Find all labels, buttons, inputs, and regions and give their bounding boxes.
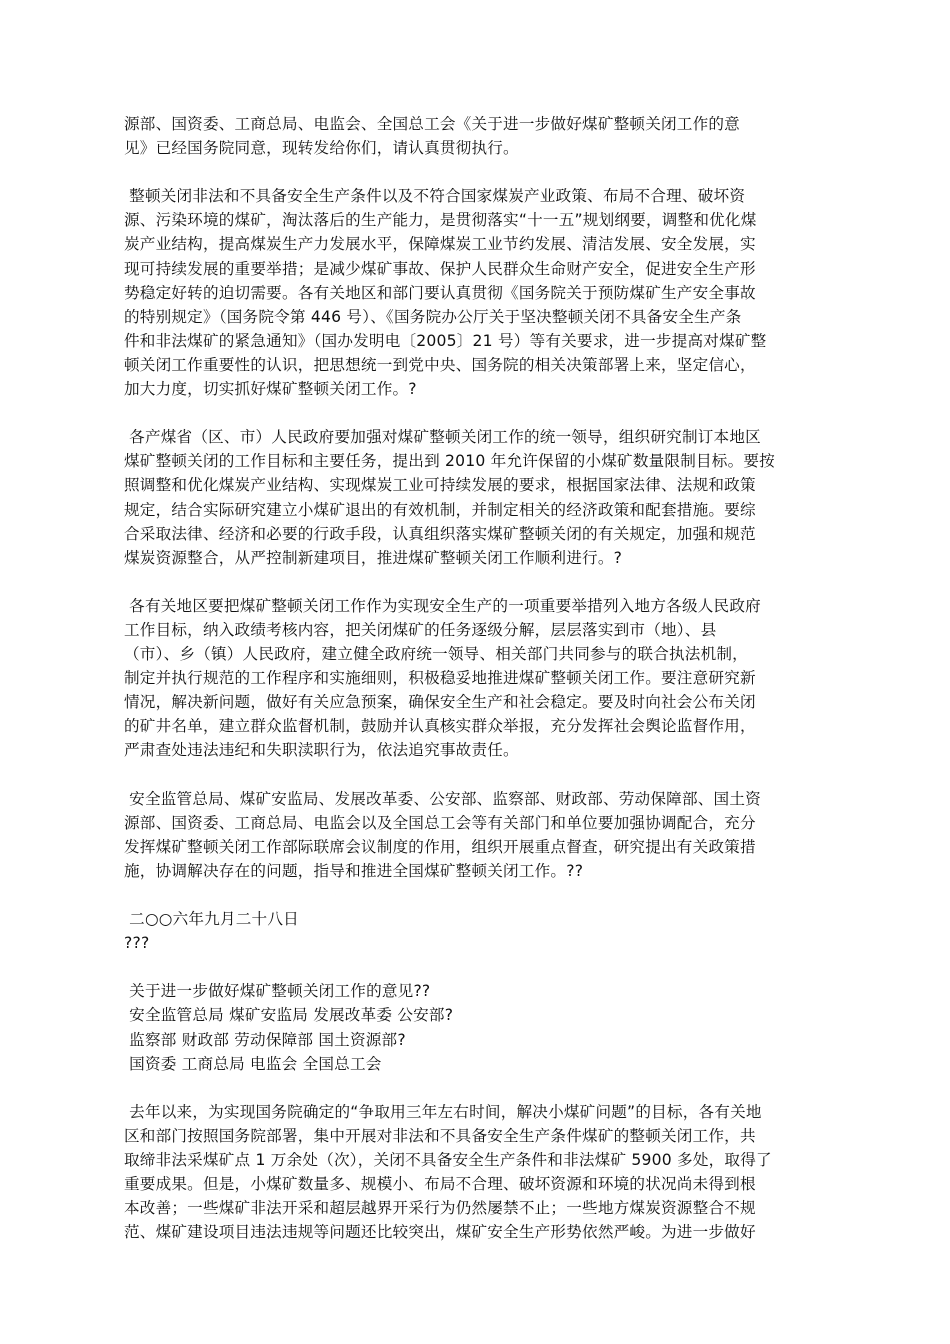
text-line: 关于进一步做好煤矿整顿关闭工作的意见?? <box>124 982 431 1001</box>
text-line: 二○○六年九月二十八日 <box>124 910 299 929</box>
text-line: 源部、国资委、工商总局、电监会以及全国总工会等有关部门和单位要加强协调配合，充分 <box>124 813 756 832</box>
paragraph <box>124 979 840 1075</box>
paragraph <box>124 594 840 763</box>
document-body <box>124 112 840 1269</box>
text-line: 制定并执行规范的工作程序和实施细则，积极稳妥地推进煤矿整顿关闭工作。要注意研究新 <box>124 669 756 688</box>
text-line: 顿关闭工作重要性的认识，把思想统一到党中央、国务院的相关决策部署上来，坚定信心， <box>124 355 756 374</box>
paragraph <box>124 1100 840 1245</box>
text-line: 整顿关闭非法和不具备安全生产条件以及不符合国家煤炭产业政策、布局不合理、破坏资 <box>124 187 746 206</box>
text-line: 区和部门按照国务院部署，集中开展对非法和不具备安全生产条件煤矿的整顿关闭工作，共 <box>124 1126 756 1145</box>
paragraph <box>124 184 840 401</box>
text-line: 情况，解决新问题，做好有关应急预案，确保安全生产和社会稳定。要及时向社会公布关闭 <box>124 693 756 712</box>
text-line: 加大力度，切实抓好煤矿整顿关闭工作。? <box>124 380 417 399</box>
text-line: 严肃查处违法违纪和失职渎职行为，依法追究事故责任。 <box>124 741 519 760</box>
text-line: 见》已经国务院同意，现转发给你们，请认真贯彻执行。 <box>124 139 519 158</box>
paragraph <box>124 425 840 570</box>
text-line: 国资委 工商总局 电监会 全国总工会 <box>124 1054 382 1073</box>
text-line: 安全监管总局 煤矿安监局 发展改革委 公安部? <box>124 1006 454 1025</box>
text-line: 发挥煤矿整顿关闭工作部际联席会议制度的作用，组织开展重点督查，研究提出有关政策措 <box>124 837 756 856</box>
text-line: 件和非法煤矿的紧急通知》（国办发明电〔2005〕21 号）等有关要求，进一步提高对煤矿整 <box>124 331 767 350</box>
text-line: 各有关地区要把煤矿整顿关闭工作作为实现安全生产的一项重要举措列入地方各级人民政府 <box>124 596 761 615</box>
text-line: 去年以来，为实现国务院确定的“争取用三年左右时间，解决小煤矿问题”的目标，各有关地 <box>124 1102 762 1121</box>
text-line: ??? <box>124 934 150 953</box>
text-line: 范、煤矿建设项目违法违规等问题还比较突出，煤矿安全生产形势依然严峻。为进一步做好 <box>124 1223 756 1242</box>
text-line: 本改善；一些煤矿非法开采和超层越界开采行为仍然屡禁不止；一些地方煤炭资源整合不规 <box>124 1199 756 1218</box>
text-line: 照调整和优化煤炭产业结构、实现煤炭工业可持续发展的要求，根据国家法律、法规和政策 <box>124 476 756 495</box>
text-line: 煤矿整顿关闭的工作目标和主要任务，提出到 2010 年允许保留的小煤矿数量限制目标。要按 <box>124 452 775 471</box>
text-line: 现可持续发展的重要举措；是减少煤矿事故、保护人民群众生命财产安全，促进安全生产形 <box>124 259 756 278</box>
text-line: 安全监管总局、煤矿安监局、发展改革委、公安部、监察部、财政部、劳动保障部、国土资 <box>124 789 761 808</box>
text-line: 合采取法律、经济和必要的行政手段，认真组织落实煤矿整顿关闭的有关规定，加强和规范 <box>124 524 756 543</box>
text-line: 监察部 财政部 劳动保障部 国土资源部? <box>124 1030 406 1049</box>
text-line: 规定，结合实际研究建立小煤矿退出的有效机制，并制定相关的经济政策和配套措施。要综 <box>124 500 756 519</box>
text-line: 取缔非法采煤矿点 1 万余处（次），关闭不具备安全生产条件和非法煤矿 5900 多处，取得了 <box>124 1151 772 1170</box>
text-line: 的矿井名单，建立群众监督机制，鼓励并认真核实群众举报，充分发挥社会舆论监督作用， <box>124 717 756 736</box>
text-line: 炭产业结构，提高煤炭生产力发展水平，保障煤炭工业节约发展、清洁发展、安全发展，实 <box>124 235 756 254</box>
paragraph <box>124 787 840 883</box>
paragraph <box>124 907 840 955</box>
text-line: 源、污染环境的煤矿，淘汰落后的生产能力，是贯彻落实“十一五”规划纲要，调整和优化煤 <box>124 211 757 230</box>
text-line: 源部、国资委、工商总局、电监会、全国总工会《关于进一步做好煤矿整顿关闭工作的意 <box>124 115 740 133</box>
text-line: 势稳定好转的迫切需要。各有关地区和部门要认真贯彻《国务院关于预防煤矿生产安全事故 <box>124 283 756 302</box>
text-line: 煤炭资源整合，从严控制新建项目，推进煤矿整顿关闭工作顺利进行。? <box>124 548 623 567</box>
paragraph <box>124 112 840 160</box>
text-line: 施，协调解决存在的问题，指导和推进全国煤矿整顿关闭工作。?? <box>124 861 584 880</box>
text-line: 各产煤省（区、市）人民政府要加强对煤矿整顿关闭工作的统一领导，组织研究制订本地区 <box>124 428 761 447</box>
text-line: （市）、乡（镇）人民政府，建立健全政府统一领导、相关部门共同参与的联合执法机制， <box>124 645 748 664</box>
text-line: 的特别规定》（国务院令第 446 号）、《国务院办公厅关于坚决整顿关闭不具备安全生产条 <box>124 307 742 326</box>
text-line: 工作目标，纳入政绩考核内容，把关闭煤矿的任务逐级分解，层层落实到市（地）、县 <box>124 620 717 639</box>
text-line: 重要成果。但是，小煤矿数量多、规模小、布局不合理、破坏资源和环境的状况尚未得到根 <box>124 1175 756 1194</box>
